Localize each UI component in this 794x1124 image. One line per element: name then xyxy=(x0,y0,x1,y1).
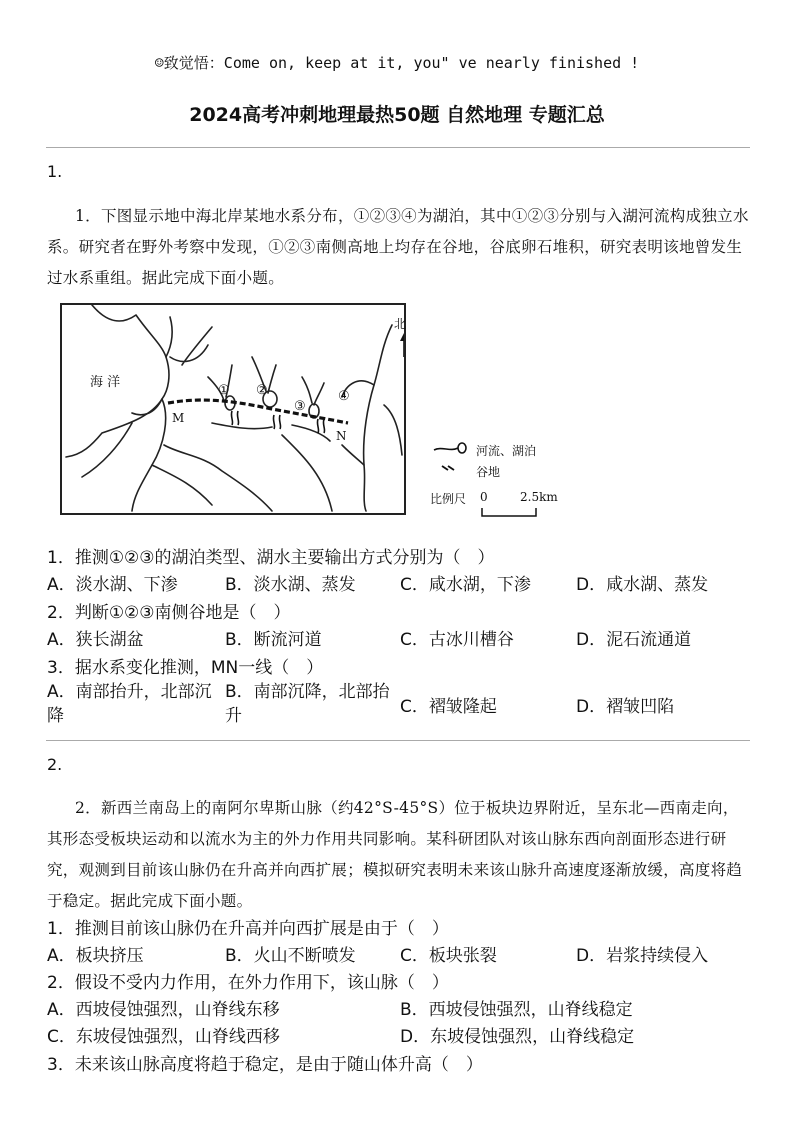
options-row xyxy=(47,1022,751,1048)
map-drawing xyxy=(62,305,407,513)
question-number: 2. xyxy=(47,755,63,774)
options-row xyxy=(47,570,751,596)
scale-bar xyxy=(480,506,540,518)
lake-label-1: ① xyxy=(218,383,230,398)
divider xyxy=(46,740,750,741)
sub-question-stem: 2．判断①②③南侧谷地是（ ） xyxy=(47,603,291,623)
legend-symbols xyxy=(432,440,472,476)
option-d[interactable]: D．岩浆持续侵入 xyxy=(576,946,709,966)
options-row xyxy=(47,680,751,730)
option-c[interactable]: C．板块张裂 xyxy=(400,946,497,966)
legend-valley-label: 谷地 xyxy=(476,465,501,479)
option-a[interactable]: A．淡水湖、下渗 xyxy=(47,575,178,595)
sub-question-stem: 1．推测①②③的湖泊类型、湖水主要输出方式分别为（ ） xyxy=(47,548,495,568)
option-d[interactable]: D．咸水湖、蒸发 xyxy=(576,575,709,595)
option-a[interactable]: A．狭长湖盆 xyxy=(47,630,144,650)
option-b[interactable]: B．火山不断喷发 xyxy=(225,946,356,966)
legend-river-label: 河流、湖泊 xyxy=(476,444,537,458)
sea-label: 海 洋 xyxy=(90,375,121,390)
option-a[interactable]: A．南部抬升，北部沉降 xyxy=(47,682,212,726)
north-label: 北 xyxy=(394,317,407,331)
option-c[interactable]: C．古冰川槽谷 xyxy=(400,630,514,650)
sub-question-stem: 3．未来该山脉高度将趋于稳定，是由于随山体升高（ ） xyxy=(47,1055,483,1075)
options-row xyxy=(47,625,751,651)
mn-line xyxy=(168,400,348,423)
sub-question-stem: 1．推测目前该山脉仍在升高并向西扩展是由于（ ） xyxy=(47,919,449,939)
sub-question-stem: 2．假设不受内力作用，在外力作用下，该山脉（ ） xyxy=(47,973,449,993)
option-c[interactable]: C．咸水湖，下渗 xyxy=(400,575,531,595)
option-d[interactable]: D．褶皱凹陷 xyxy=(576,697,675,717)
river-system-map xyxy=(60,303,406,515)
option-a[interactable]: A．板块挤压 xyxy=(47,946,144,966)
option-b[interactable]: B．南部沉降，北部抬升 xyxy=(225,682,390,726)
page-title: 2024高考冲刺地理最热50题 自然地理 专题汇总 xyxy=(189,104,605,126)
option-d[interactable]: D．泥石流通道 xyxy=(576,630,692,650)
lake-label-3: ③ xyxy=(294,399,306,414)
option-b[interactable]: B．断流河道 xyxy=(225,630,322,650)
scale-label: 比例尺 xyxy=(430,492,467,506)
option-c[interactable]: C．褶皱隆起 xyxy=(400,697,497,717)
option-c[interactable]: C．东坡侵蚀强烈，山脊线西移 xyxy=(47,1027,280,1047)
option-b[interactable]: B．淡水湖、蒸发 xyxy=(225,575,356,595)
scale-max: 2.5km xyxy=(520,490,558,504)
option-a[interactable]: A．西坡侵蚀强烈，山脊线东移 xyxy=(47,1000,280,1020)
question-passage: 2．新西兰南岛上的南阿尔卑斯山脉（约42°S-45°S）位于板块边界附近，呈东北—西南走向，其形态受板块运动和以流水为主的外力作用共同影响。某科研团队对该山脉东西向剖面形态进行研究，观测到目前该山脉仍在升高并向西扩展；模拟研究表明未来该山脉升高速度逐渐放缓，高度将趋于稳定。据此完成下面小题。 xyxy=(47,799,743,910)
question-number: 1. xyxy=(47,162,63,181)
question-passage: 1．下图显示地中海北岸某地水系分布，①②③④为湖泊，其中①②③分别与入湖河流构成独立水系。研究者在野外考察中发现，①②③南侧高地上均存在谷地，谷底卵石堆积，研究表明该地曾发生过水系重组。据此完成下面小题。 xyxy=(47,207,749,287)
motto-text: ☺致觉悟：Come on, keep at it, you" ve nearly finished ! xyxy=(154,54,640,72)
options-row xyxy=(47,941,751,967)
sub-question-stem: 3．据水系变化推测，MN一线（ ） xyxy=(47,658,324,678)
point-m-label: M xyxy=(172,411,185,425)
lake-label-4: ④ xyxy=(338,389,350,404)
option-b[interactable]: B．西坡侵蚀强烈，山脊线稳定 xyxy=(400,1000,633,1020)
option-d[interactable]: D．东坡侵蚀强烈，山脊线稳定 xyxy=(400,1027,635,1047)
options-row xyxy=(47,995,751,1021)
lake-label-2: ② xyxy=(256,383,268,398)
divider xyxy=(46,147,750,148)
point-n-label: N xyxy=(336,429,347,443)
scale-zero: 0 xyxy=(480,490,488,504)
